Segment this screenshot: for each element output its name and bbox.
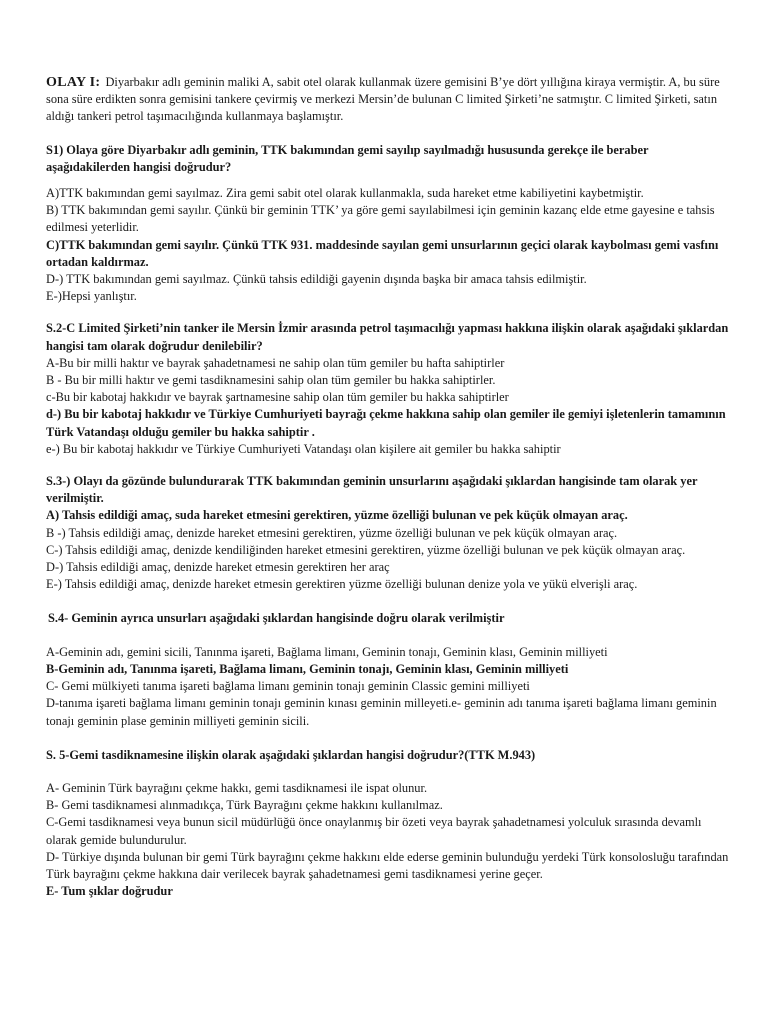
option-e: E-) Tahsis edildiği amaç, denizde hareket etmesin gerektiren yüzme özelliği bulunan denize yola ve yükü elverişli araç. <box>46 577 638 592</box>
question-3 <box>46 473 732 593</box>
option-c: c-Bu bir kabotaj hakkıdır ve bayrak şartnamesine sahip olan tüm gemiler bu hakka sahiptirler <box>46 390 509 405</box>
option-c: C- Gemi mülkiyeti tanıma işareti bağlama limanı geminin tonajı geminin Classic gemini milliyeti <box>46 679 530 694</box>
question-text: S.2-C Limited Şirketi’nin tanker ile Mersin İzmir arasında petrol taşımacılığı yapması hakkına ilişkin olarak aşağıdaki şıklardan hangisi tam olarak doğrudur denilebilir? <box>46 321 729 353</box>
option-d: D-) TTK bakımından gemi sayılmaz. Çünkü tahsis edildiği gayenin dışında başka bir amaca tahsis edilmiştir. <box>46 272 587 287</box>
option-a: A-Geminin adı, gemini sicili, Tanınma işareti, Bağlama limanı, Geminin tonajı, Geminin klası, Geminin milliyeti <box>46 644 608 659</box>
question-text: S. 5-Gemi tasdiknamesine ilişkin olarak aşağıdaki şıklardan hangisi doğrudur?(TTK M.943) <box>46 747 536 762</box>
option-e: E-)Hepsi yanlıştır. <box>46 289 137 304</box>
option-a: A) Tahsis edildiği amaç, suda hareket etmesini gerektiren, yüzme özelliği bulunan ve pek küçük olmayan araç. <box>46 508 628 523</box>
option-b: B- Gemi tasdiknamesi alınmadıkça, Türk Bayrağını çekme hakkını kullanılmaz. <box>46 798 443 813</box>
option-a: A- Geminin Türk bayrağını çekme hakkı, gemi tasdiknamesi ile ispat olunur. <box>46 780 428 795</box>
case-text: Diyarbakır adlı geminin maliki A, sabit otel olarak kullanmak üzere gemisini B’ye dört yıllığına kiraya vermiştir. A, bu süre sona süre erdikten sonra gemisini tankere çevirmiş ve merkezi Mersin’de bulunan C limited Şirketi’ne satmıştır. C limited Şirketi, satın aldığı tankeri petrol taşımacılığında kullanmaya başlamıştır. <box>46 75 720 124</box>
question-1 <box>46 142 732 306</box>
option-c: C)TTK bakımından gemi sayılır. Çünkü TTK 931. maddesinde sayılan gemi unsurlarının geçici olarak kaybolması gemi vasfını ortadan kaldırmaz. <box>46 237 719 269</box>
question-4 <box>46 610 732 729</box>
option-a: A)TTK bakımından gemi sayılmaz. Zira gemi sabit otel olarak kullanmakla, suda hareket etme kabiliyetini kaybetmiştir. <box>46 186 644 201</box>
option-c: C-) Tahsis edildiği amaç, denizde kendiliğinden hareket etmesini gerektiren, yüzme özelliği bulunan ve pek küçük olmayan araç. <box>46 542 686 557</box>
option-d: D-tanıma işareti bağlama limanı geminin tonajı geminin kınası geminin milleyeti.e- geminin adı tanıma işareti bağlama limanı geminin tonajı geminin plase geminin milliyeti geminin sicili. <box>46 696 717 728</box>
option-d: D-) Tahsis edildiği amaç, denizde hareket etmesin gerektiren her araç <box>46 560 390 575</box>
option-e: e-) Bu bir kabotaj hakkıdır ve Türkiye Cumhuriyeti Vatandaşı olan kişilere ait gemiler bu hakka sahiptir <box>46 441 561 456</box>
option-b: B-Geminin adı, Tanınma işareti, Bağlama limanı, Geminin tonajı, Geminin klası, Geminin milliyeti <box>46 661 569 676</box>
question-5 <box>46 747 732 901</box>
case-paragraph <box>46 74 732 126</box>
question-text: S.4- Geminin ayrıca unsurları aşağıdaki şıklardan hangisinde doğru olarak verilmiştir <box>48 611 505 626</box>
option-d: d-) Bu bir kabotaj hakkıdır ve Türkiye Cumhuriyeti bayrağı çekme hakkına sahip olan gemiler ile gemiyi işletenlerin tamamının Türk Vatandaşı olduğu gemiler bu hakka sahiptir . <box>46 407 726 439</box>
document-page <box>46 74 732 900</box>
option-b: B) TTK bakımından gemi sayılır. Çünkü bir geminin TTK’ ya göre gemi sayılabilmesi için geminin kazanç elde etme gayesine e tahsis edilmesi yeterlidir. <box>46 203 715 235</box>
question-text: S1) Olaya göre Diyarbakır adlı geminin, TTK bakımından gemi sayılıp sayılmadığı hususunda gerekçe ile beraber aşağıdakilerden hangisi doğrudur? <box>46 142 649 174</box>
option-b: B -) Tahsis edildiği amaç, denizde hareket etmesini gerektiren, yüzme özelliği bulunan ve pek küçük olmayan araç. <box>46 525 618 540</box>
question-2 <box>46 320 732 458</box>
option-c: C-Gemi tasdiknamesi veya bunun sicil müdürlüğü önce onaylanmış bir özeti veya bayrak şahadetnamesi yolculuk sırasında devamlı olarak gemide bulundurulur. <box>46 815 702 847</box>
option-b: B - Bu bir milli haktır ve gemi tasdiknamesini sahip olan tüm gemiler bu hakka sahiptirler. <box>46 373 496 388</box>
question-text: S.3-) Olayı da gözünde bulundurarak TTK bakımından geminin unsurlarını aşağıdaki şıklardan hangisinde tam olarak yer verilmiştir. <box>46 474 698 506</box>
option-d: D- Türkiye dışında bulunan bir gemi Türk bayrağını çekme hakkını elde ederse geminin bulunduğu yerdeki Türk konsolosluğu tarafından Türk bayrağını çekme hakkına dair verilecek bayrak şahadetnamesi gemi tasdiknamesi yerine geçer. <box>46 849 729 881</box>
option-e: E- Tum şıklar doğrudur <box>46 884 173 899</box>
case-label: OLAY I: <box>46 75 101 90</box>
option-a: A-Bu bir milli haktır ve bayrak şahadetnamesi ne sahip olan tüm gemiler bu hafta sahiptirler <box>46 355 505 370</box>
